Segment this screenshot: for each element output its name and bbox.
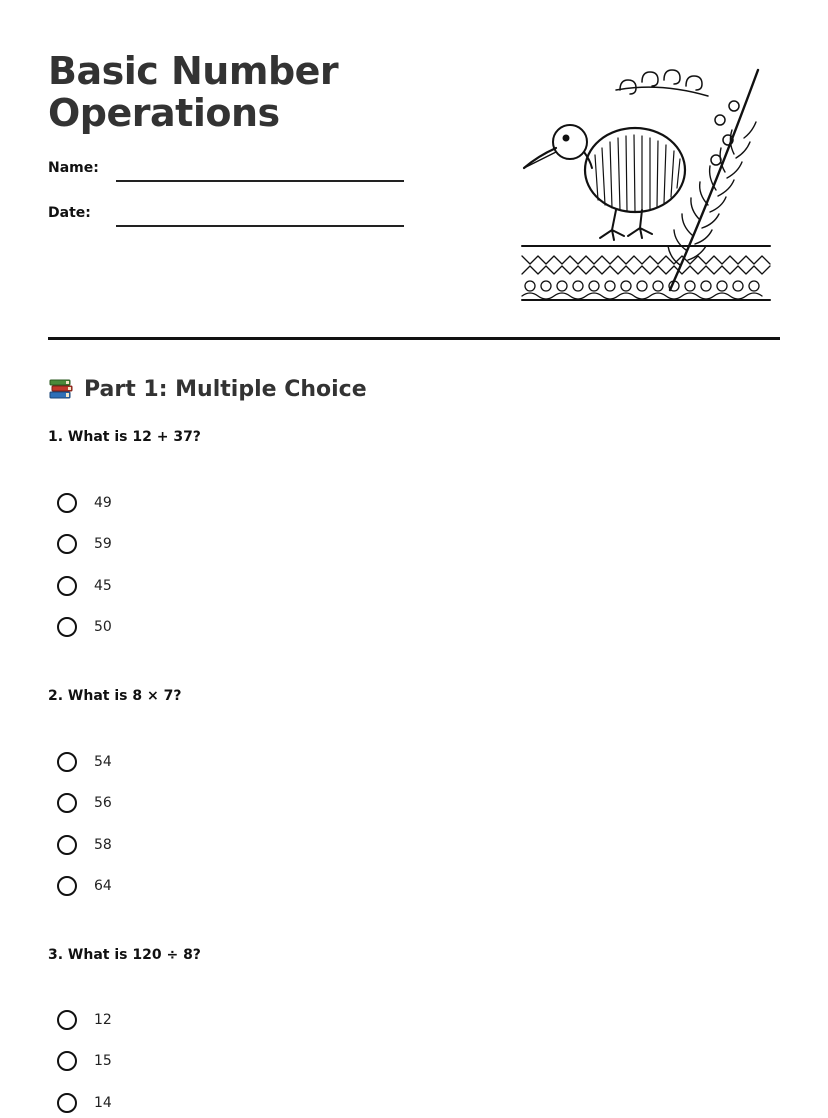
- question-1: 1. What is 12 + 37?: [48, 429, 201, 445]
- q3-option-b[interactable]: [57, 1049, 112, 1073]
- q1-option-d[interactable]: [57, 615, 112, 639]
- name-label: Name:: [48, 160, 99, 176]
- name-field[interactable]: [116, 180, 404, 182]
- radio-button[interactable]: [57, 793, 77, 813]
- option-label: 56: [94, 795, 112, 811]
- radio-button[interactable]: [57, 876, 77, 896]
- question-3: 3. What is 120 ÷ 8?: [48, 947, 201, 963]
- option-label: 49: [94, 495, 112, 511]
- radio-button[interactable]: [57, 576, 77, 596]
- date-field[interactable]: [116, 225, 404, 227]
- option-label: 64: [94, 878, 112, 894]
- q2-option-c[interactable]: [57, 833, 112, 857]
- option-label: 50: [94, 619, 112, 635]
- option-label: 14: [94, 1095, 112, 1111]
- q1-option-b[interactable]: [57, 532, 112, 556]
- option-label: 59: [94, 536, 112, 552]
- option-label: 45: [94, 578, 112, 594]
- worksheet-title: [48, 50, 338, 134]
- q2-option-b[interactable]: [57, 791, 112, 815]
- q2-option-d[interactable]: [57, 874, 112, 898]
- header-divider: [48, 337, 780, 340]
- books-icon: [48, 376, 74, 402]
- q2-option-a[interactable]: [57, 750, 112, 774]
- radio-button[interactable]: [57, 1093, 77, 1113]
- part1-heading: [48, 372, 367, 406]
- question-2: 2. What is 8 × 7?: [48, 688, 182, 704]
- radio-button[interactable]: [57, 493, 77, 513]
- radio-button[interactable]: [57, 534, 77, 554]
- title-line-2: Operations: [48, 91, 280, 135]
- q1-option-c[interactable]: [57, 574, 112, 598]
- radio-button[interactable]: [57, 835, 77, 855]
- q1-option-a[interactable]: [57, 491, 112, 515]
- option-label: 54: [94, 754, 112, 770]
- radio-button[interactable]: [57, 752, 77, 772]
- kiwi-fern-illustration: [520, 60, 772, 306]
- option-label: 12: [94, 1012, 112, 1028]
- option-label: 58: [94, 837, 112, 853]
- option-label: 15: [94, 1053, 112, 1069]
- radio-button[interactable]: [57, 617, 77, 637]
- radio-button[interactable]: [57, 1051, 77, 1071]
- date-label: Date:: [48, 205, 91, 221]
- radio-button[interactable]: [57, 1010, 77, 1030]
- q3-option-c[interactable]: [57, 1091, 112, 1115]
- q3-option-a[interactable]: [57, 1008, 112, 1032]
- part1-heading-text: Part 1: Multiple Choice: [84, 376, 367, 402]
- title-line-1: Basic Number: [48, 49, 339, 93]
